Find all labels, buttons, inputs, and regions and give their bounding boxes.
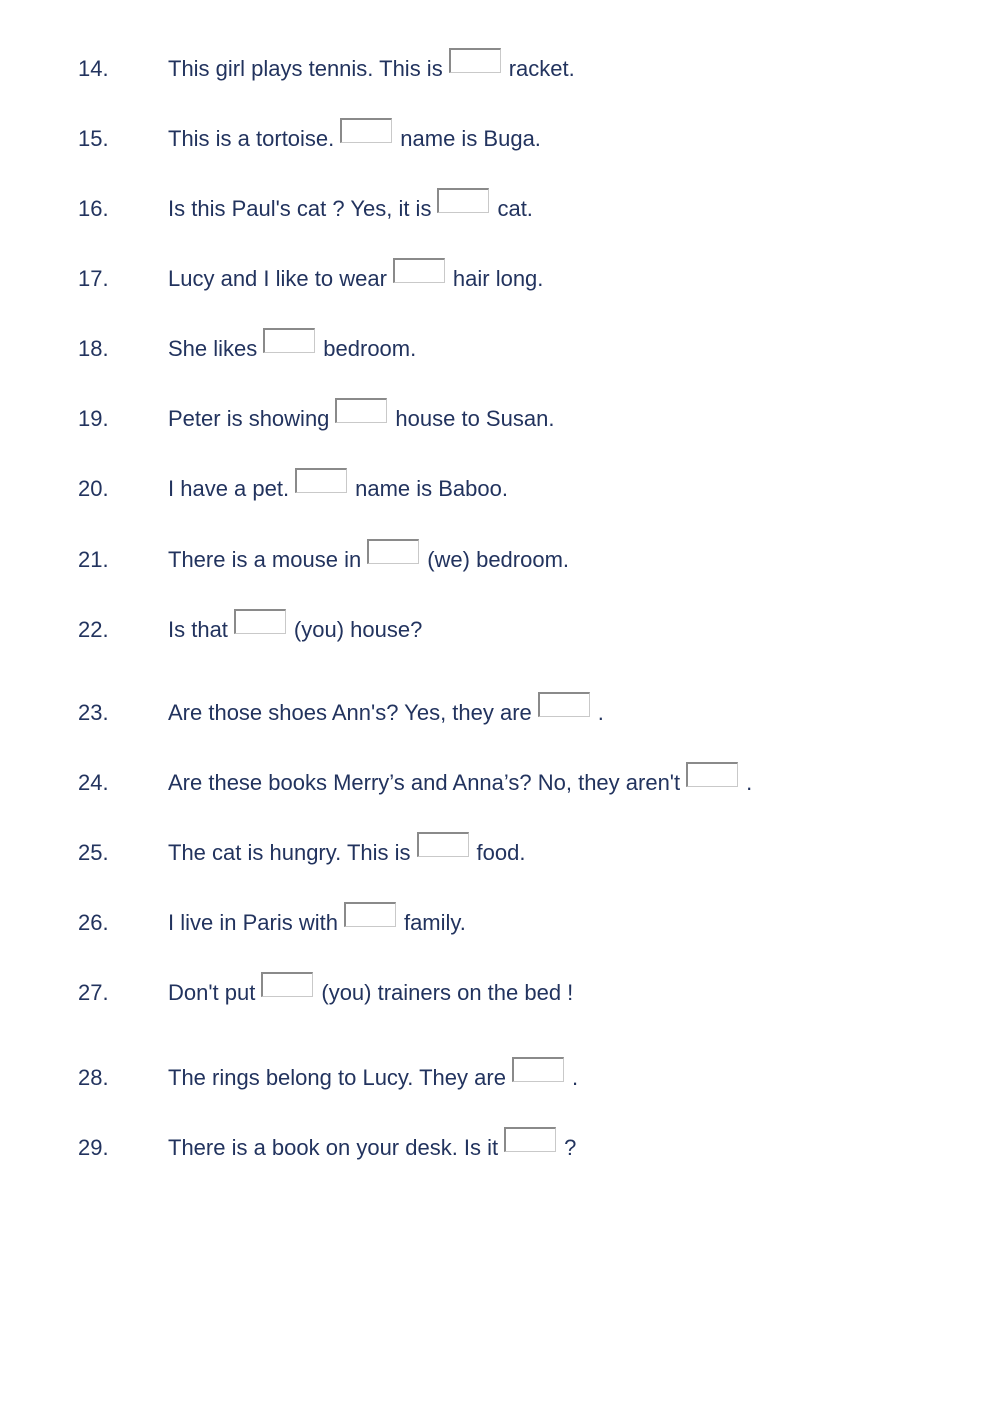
answer-input-23[interactable] — [538, 692, 590, 717]
exercise-item-22 — [0, 610, 1000, 650]
sentence-after: racket. — [508, 56, 575, 81]
sentence-after: bedroom. — [323, 336, 417, 361]
sentence-before: Are those shoes Ann's? Yes, they are — [168, 700, 532, 725]
exercise-item-28 — [0, 1058, 1000, 1098]
item-number: 21. — [78, 547, 109, 572]
sentence-before: Is this Paul's cat ? Yes, it is — [168, 196, 432, 221]
exercise-item-19 — [0, 399, 1000, 439]
sentence-after: ? — [564, 1135, 577, 1160]
sentence — [168, 833, 525, 873]
item-number: 26. — [78, 910, 109, 935]
sentence — [168, 399, 554, 439]
exercise-item-29 — [0, 1128, 1000, 1168]
answer-input-26[interactable] — [344, 902, 396, 927]
answer-input-17[interactable] — [393, 258, 445, 283]
sentence-before: I live in Paris with — [168, 910, 338, 935]
sentence-after: family. — [403, 910, 466, 935]
answer-input-29[interactable] — [504, 1127, 556, 1152]
sentence-before: Is that — [168, 617, 228, 642]
sentence-before: Don't put — [168, 980, 256, 1005]
sentence-before: There is a mouse in — [168, 547, 362, 572]
exercise-item-21 — [0, 540, 1000, 580]
sentence — [168, 763, 752, 803]
sentence-after: . — [597, 700, 604, 725]
item-number: 14. — [78, 56, 109, 81]
sentence — [168, 49, 575, 89]
sentence-after: cat. — [497, 196, 533, 221]
item-number: 15. — [78, 126, 109, 151]
sentence-before: The rings belong to Lucy. They are — [168, 1065, 506, 1090]
exercise-item-27 — [0, 973, 1000, 1013]
item-number: 25. — [78, 840, 109, 865]
sentence-before: She likes — [168, 336, 258, 361]
answer-input-28[interactable] — [512, 1057, 564, 1082]
exercise-item-26 — [0, 903, 1000, 943]
sentence — [168, 469, 508, 509]
answer-input-14[interactable] — [449, 48, 501, 73]
item-number: 19. — [78, 406, 109, 431]
sentence — [168, 693, 604, 733]
answer-input-27[interactable] — [261, 972, 313, 997]
sentence — [168, 259, 543, 299]
item-number: 18. — [78, 336, 109, 361]
exercise-item-15 — [0, 119, 1000, 159]
sentence-after: house to Susan. — [395, 406, 555, 431]
sentence — [168, 540, 569, 580]
item-number: 29. — [78, 1135, 109, 1160]
exercise-item-17 — [0, 259, 1000, 299]
sentence — [168, 903, 466, 943]
item-number: 28. — [78, 1065, 109, 1090]
item-number: 27. — [78, 980, 109, 1005]
sentence-after: (you) trainers on the bed ! — [321, 980, 574, 1005]
sentence — [168, 329, 416, 369]
answer-input-18[interactable] — [263, 328, 315, 353]
sentence-after: . — [571, 1065, 579, 1090]
answer-input-16[interactable] — [437, 188, 489, 213]
answer-input-19[interactable] — [335, 398, 387, 423]
answer-input-20[interactable] — [295, 468, 347, 493]
exercise-item-23 — [0, 693, 1000, 733]
sentence — [168, 1058, 578, 1098]
answer-input-21[interactable] — [367, 539, 419, 564]
sentence — [168, 119, 541, 159]
sentence — [168, 189, 533, 229]
sentence-after: (you) house? — [293, 617, 423, 642]
sentence-after: name is Baboo. — [355, 476, 508, 501]
sentence-before: Are these books Merry’s and Anna’s? No, they aren't — [168, 770, 681, 795]
sentence-after: . — [746, 770, 753, 795]
item-number: 17. — [78, 266, 109, 291]
item-number: 23. — [78, 700, 109, 725]
sentence — [168, 1128, 576, 1168]
sentence — [168, 610, 422, 650]
sentence-before: I have a pet. — [168, 476, 290, 501]
answer-input-24[interactable] — [686, 762, 738, 787]
sentence-before: The cat is hungry. This is — [168, 840, 411, 865]
item-number: 22. — [78, 617, 109, 642]
sentence-before: There is a book on your desk. Is it — [168, 1135, 499, 1160]
sentence-before: Peter is showing — [168, 406, 330, 431]
sentence-after: food. — [476, 840, 526, 865]
exercise-item-16 — [0, 189, 1000, 229]
sentence-after: name is Buga. — [400, 126, 541, 151]
exercise-item-24 — [0, 763, 1000, 803]
item-number: 16. — [78, 196, 109, 221]
sentence-before: This is a tortoise. — [168, 126, 335, 151]
item-number: 20. — [78, 476, 109, 501]
sentence-after: hair long. — [452, 266, 544, 291]
exercise-item-14 — [0, 49, 1000, 89]
sentence — [168, 973, 573, 1013]
sentence-after: (we) bedroom. — [427, 547, 570, 572]
exercise-item-25 — [0, 833, 1000, 873]
exercise-item-20 — [0, 469, 1000, 509]
answer-input-15[interactable] — [340, 118, 392, 143]
answer-input-25[interactable] — [417, 832, 469, 857]
exercise-item-18 — [0, 329, 1000, 369]
answer-input-22[interactable] — [234, 609, 286, 634]
sentence-before: This girl plays tennis. This is — [168, 56, 443, 81]
item-number: 24. — [78, 770, 109, 795]
sentence-before: Lucy and I like to wear — [168, 266, 387, 291]
